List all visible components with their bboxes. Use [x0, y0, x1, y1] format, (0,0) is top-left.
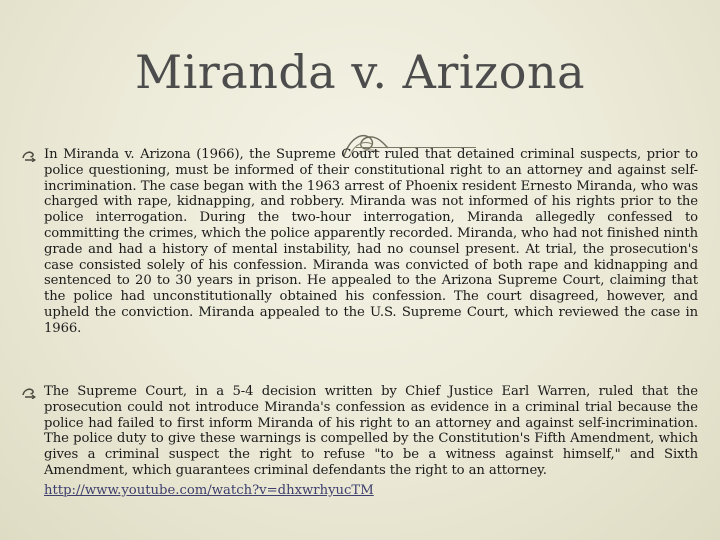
curled-arrow-bullet-icon: [22, 150, 36, 162]
bullet-item: [22, 384, 698, 499]
youtube-video-link[interactable]: http://www.youtube.com/watch?v=dhxwrhyucTM: [44, 482, 374, 498]
bullet-item: [22, 147, 698, 337]
slide-title: Miranda v. Arizona: [134, 45, 586, 99]
bullet-text: The Supreme Court, in a 5-4 decision written by Chief Justice Earl Warren, ruled that the prosecution could not introduce Miranda's confession as evidence in a criminal trial because the police had failed to first inform Miranda of his right to an attorney and against self-incrimination. The police duty to give these warnings is compelled by the Constitution's Fifth Amendment, which gives a criminal suspect the right to refuse "to be a witness against himself," and Sixth Amendment, which guarantees criminal defendants the right to an attorney.: [44, 384, 698, 478]
curled-arrow-bullet-icon: [22, 387, 36, 399]
bullet-text: In Miranda v. Arizona (1966), the Supreme Court ruled that detained criminal suspects, prior to police questioning, must be informed of their constitutional right to an attorney and against self-incrimination. The case began with the 1963 arrest of Phoenix resident Ernesto Miranda, who was charged with rape, kidnapping, and robbery. Miranda was not informed of his rights prior to the police interrogation. During the two-hour interrogation, Miranda allegedly confessed to committing the crimes, which the police apparently recorded. Miranda, who had not finished ninth grade and had a history of mental instability, had no counsel present. At trial, the prosecution's case consisted solely of his confession. Miranda was convicted of both rape and kidnapping and sentenced to 20 to 30 years in prison. He appealed to the Arizona Supreme Court, claiming that the police had unconstitutionally obtained his confession. The court disagreed, however, and upheld the conviction. Miranda appealed to the U.S. Supreme Court, which reviewed the case in 1966.: [44, 147, 698, 336]
